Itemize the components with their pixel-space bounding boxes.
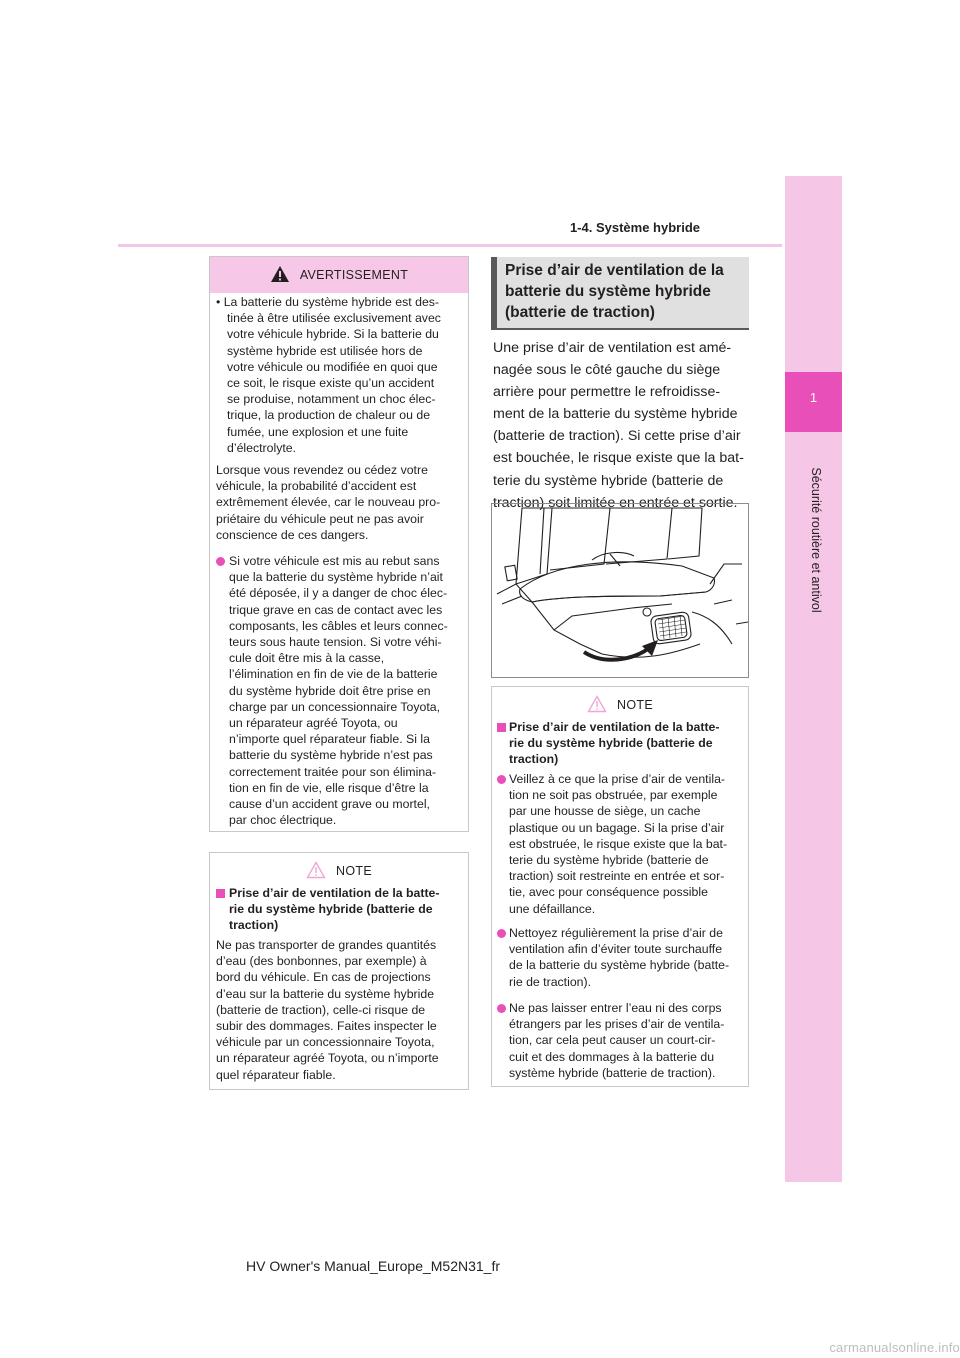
text-line: Prise d’air de ventilation de la batte- [229,886,440,900]
text-line: plastique ou un bagage. Si la prise d’air [509,820,725,835]
section-body [493,337,753,514]
text-line: extrêmement élevée, car le nouveau pro- [216,495,441,510]
chapter-side-tab [785,176,842,1182]
text-line: tion, car cela peut causer un court-cir- [509,1033,716,1048]
text-line: du système hybride doit être prise en [229,683,431,698]
text-line: nagée sous le côté gauche du siège [493,362,721,379]
text-line: est obstruée, le risque existe que la bat- [509,836,728,851]
text-line: ventilation afin d’éviter toute surchauffe [509,942,723,957]
note-right-bullet-2 [509,925,747,990]
text-line: traction) [509,752,559,767]
text-line: teurs sous haute tension. Si votre véhi- [229,635,442,650]
warning-paragraph-1 [216,294,466,456]
text-line: traction) soit limitée en entrée et sortie. [493,494,738,511]
text-line: (batterie de traction), celle-ci risque de [216,1002,426,1017]
text-line: tion en fin de vie, elle risque d’être la [229,780,429,795]
text-line: rie du système hybride (batterie de [229,902,433,917]
text-line: ment de la batterie du système hybride [493,406,738,423]
text-line: que la batterie du système hybride n’ait [229,570,443,585]
text-line: un réparateur agréé Toyota, ou n’importe [216,1051,439,1066]
section-heading [505,260,745,323]
text-line: étrangers par les prises d’air de ventila- [509,1017,725,1032]
note-left-heading [229,885,469,934]
text-line: d’électrolyte. [227,440,297,455]
text-line: cause d’un accident grave ou mortel, [229,797,430,812]
text-line: composants, les câbles et leurs connec- [229,618,448,633]
text-line: véhicule par un concessionnaire Toyota, [216,1035,435,1050]
bullet-dot-icon [216,557,225,566]
text-line: se produise, notamment un choc élec- [227,392,436,407]
note-right-heading [509,719,747,768]
caution-triangle-icon [587,695,607,716]
text-line: terie du système hybride (batterie de [493,472,724,489]
footer-text: HV Owner's Manual_Europe_M52N31_fr [246,1258,501,1274]
text-line: arrière pour permettre le refroidisse- [493,384,721,401]
text-line: bord du véhicule. En cas de projections [216,970,431,985]
warning-paragraph-3 [229,553,469,828]
text-line: charge par un concessionnaire Toyota, [229,699,441,714]
text-line: d’eau sur la batterie du système hybride [216,986,435,1001]
text-line: par une housse de siège, un cache [509,804,701,819]
note-title: NOTE [617,698,653,712]
text-line: Une prise d’air de ventilation est amé- [493,340,732,356]
warning-title: AVERTISSEMENT [299,268,409,282]
text-line: Lorsque vous revendez ou cédez votre [216,463,428,477]
text-line: d’eau (des bonbonnes, par exemple) à [216,954,427,969]
text-line: subir des dommages. Faites inspecter le [216,1019,437,1034]
warning-paragraph-2 [216,462,466,543]
note-header [492,687,748,723]
text-line: terie du système hybride (batterie de [509,853,709,868]
text-line: cuit et des dommages à la batterie du [509,1049,715,1064]
section-title: 1-4. Système hybride [569,220,700,235]
note-right-bullet-1 [509,771,747,917]
text-line: été déposée, il y a danger de choc élec- [229,586,448,601]
bullet-dot-icon [497,1004,506,1013]
text-line: par choc électrique. [229,813,337,828]
bullet-dot-icon [497,929,506,938]
chapter-label: Sécurité routière et antivol [809,467,823,613]
text-line: Nettoyez régulièrement la prise d’air de [509,926,723,940]
text-line: tinée à être utilisée exclusivement avec [227,311,441,326]
text-line: batterie du système hybride n’est pas [229,748,433,763]
text-line: conscience de ces dangers. [216,527,369,542]
text-line: trique grave en cas de contact avec les [229,602,443,617]
text-line: Prise d’air de ventilation de la [505,262,724,279]
text-line: (batterie de traction). Si cette prise d’air [493,428,741,445]
text-line: ce soit, le risque existe qu’un accident [227,376,435,391]
square-bullet-icon [216,889,225,898]
text-line: Ne pas transporter de grandes quantités [216,938,437,952]
rear-seat-vent-drawing [492,504,748,677]
text-line: Veillez à ce que la prise d’air de ventila- [509,772,725,786]
text-line: fumée, une explosion et une fuite [227,424,409,439]
text-line: système hybride est utilisée hors de [227,343,423,358]
text-line: une défaillance. [509,901,596,916]
text-line: Prise d’air de ventilation de la batte- [509,720,720,734]
note-title: NOTE [336,864,372,878]
text-line: système hybride (batterie de traction). [509,1065,716,1080]
text-line: batterie du système hybride [505,283,711,300]
text-line: traction) soit restreinte en entrée et sor- [509,869,725,884]
bullet-dot-icon [497,775,506,784]
section-heading-rule [491,328,749,330]
text-line: Ne pas laisser entrer l’eau ni des corps [509,1001,722,1015]
text-line: votre véhicule hybride. Si la batterie du [227,327,439,342]
note-header [210,853,468,889]
warning-header [210,257,468,293]
text-line: rie du système hybride (batterie de [509,736,713,751]
text-line: traction) [229,918,279,933]
rear-seat-vent-illustration [491,503,749,678]
text-line: tion ne soit pas obstruée, par exemple [509,788,718,803]
note-right-bullet-3 [509,1000,747,1081]
text-line: votre véhicule ou modifiée en quoi que [227,359,438,374]
text-line: un réparateur agréé Toyota, ou [229,716,398,731]
text-line: cule doit être mis à la casse, [229,651,385,666]
text-line: quel réparateur fiable. [216,1067,336,1082]
text-line: Si votre véhicule est mis au rebut sans [229,554,440,568]
chapter-number: 1 [809,390,818,405]
text-line: • La batterie du système hybride est des- [216,295,440,309]
text-line: l’élimination en fin de vie de la batterie [229,667,438,682]
text-line: est bouchée, le risque existe que la bat- [493,450,744,467]
watermark: carmanualsonline.info [829,1340,960,1355]
text-line: (batterie de traction) [505,304,655,321]
text-line: trique, la production de chaleur ou de [227,408,431,423]
caution-triangle-icon [306,861,326,882]
text-line: de la batterie du système hybride (batte- [509,958,730,973]
text-line: rie de traction). [509,974,592,989]
text-line: correctement traitée pour son élimina- [229,764,437,779]
text-line: véhicule, la probabilité d’accident est [216,479,417,494]
text-line: n’importe quel réparateur fiable. Si la [229,732,430,747]
text-line: priétaire du véhicule peut ne pas avoir [216,511,424,526]
text-line: tie, avec pour conséquence possible [509,885,708,900]
square-bullet-icon [497,723,506,732]
header-rule [118,244,782,247]
note-left-body [216,937,466,1083]
warning-triangle-icon [270,265,290,286]
